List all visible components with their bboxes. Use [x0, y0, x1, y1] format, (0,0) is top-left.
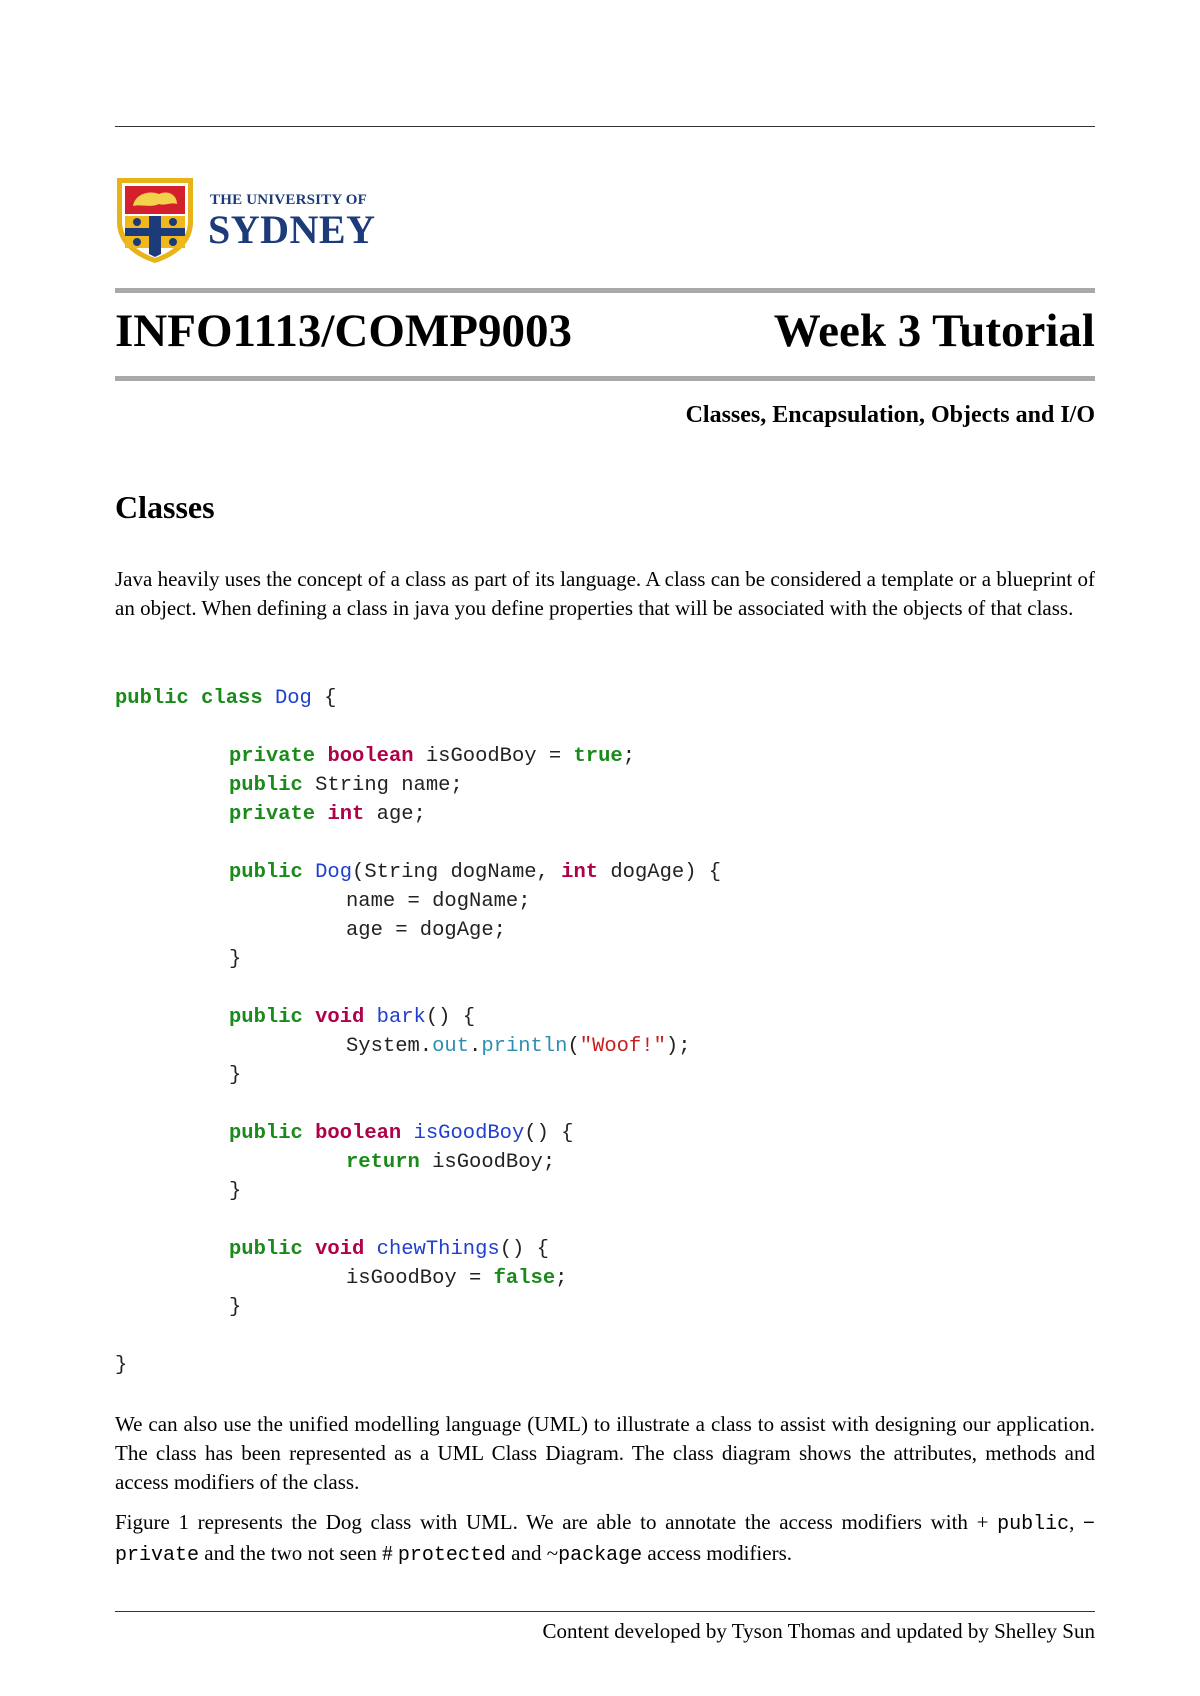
- document-subtitle: Classes, Encapsulation, Objects and I/O: [685, 402, 1095, 428]
- course-code: INFO1113/COMP9003: [115, 305, 572, 357]
- figure-paragraph: [115, 1508, 1095, 1570]
- section-heading: Classes: [115, 489, 215, 525]
- code-line: name = dogName;: [346, 890, 531, 913]
- code-line: }: [229, 1180, 242, 1203]
- figure-text: Figure 1 represents the Dog class with UML. We are able to annotate the access modifiers with + public, − private and the two not seen # protected and ~package access modifiers.: [115, 1510, 1096, 1567]
- uml-text: We can also use the unified modelling language (UML) to illustrate a class to assist with designing our application. The class has been represented as a UML Class Diagram. The class diagram shows the attributes, methods and access modifiers of the class.: [115, 1412, 1095, 1494]
- code-line: return isGoodBoy;: [346, 1151, 556, 1174]
- code-line: private int age;: [229, 803, 426, 826]
- code-line: public void bark() {: [229, 1006, 476, 1029]
- code-line: public Dog(String dogName, int dogAge) {: [229, 861, 722, 884]
- uml-paragraph: [115, 1410, 1095, 1497]
- code-line: public class Dog {: [115, 687, 337, 710]
- top-rule: [115, 126, 1095, 127]
- title-bottom-rule: [115, 376, 1095, 381]
- footer-credit: Content developed by Tyson Thomas and updated by Shelley Sun: [542, 1619, 1095, 1643]
- code-line: private boolean isGoodBoy = true;: [229, 745, 636, 768]
- code-line: }: [229, 1296, 242, 1319]
- code-line: isGoodBoy = false;: [346, 1267, 568, 1290]
- code-line: public boolean isGoodBoy() {: [229, 1122, 574, 1145]
- code-line: age = dogAge;: [346, 919, 506, 942]
- code-line: }: [115, 1354, 128, 1377]
- university-crest-icon: [115, 176, 195, 264]
- code-line: public void chewThings() {: [229, 1238, 549, 1261]
- university-logo: [115, 176, 375, 266]
- intro-paragraph: [115, 565, 1095, 623]
- footer-rule: [115, 1611, 1095, 1612]
- code-line: }: [229, 948, 242, 971]
- code-line: public String name;: [229, 774, 463, 797]
- logo-text-line1: THE UNIVERSITY OF: [210, 192, 368, 208]
- intro-text: Java heavily uses the concept of a class as part of its language. A class can be considered a template or a blueprint of an object. When defining a class in java you define properties that will be associated with the objects of that class.: [115, 567, 1095, 620]
- code-line: }: [229, 1064, 242, 1087]
- title-top-rule: [115, 288, 1095, 293]
- week-title: Week 3 Tutorial: [773, 305, 1095, 357]
- logo-text-line2: SYDNEY: [208, 207, 376, 252]
- code-line: System.out.println("Woof!");: [346, 1035, 691, 1058]
